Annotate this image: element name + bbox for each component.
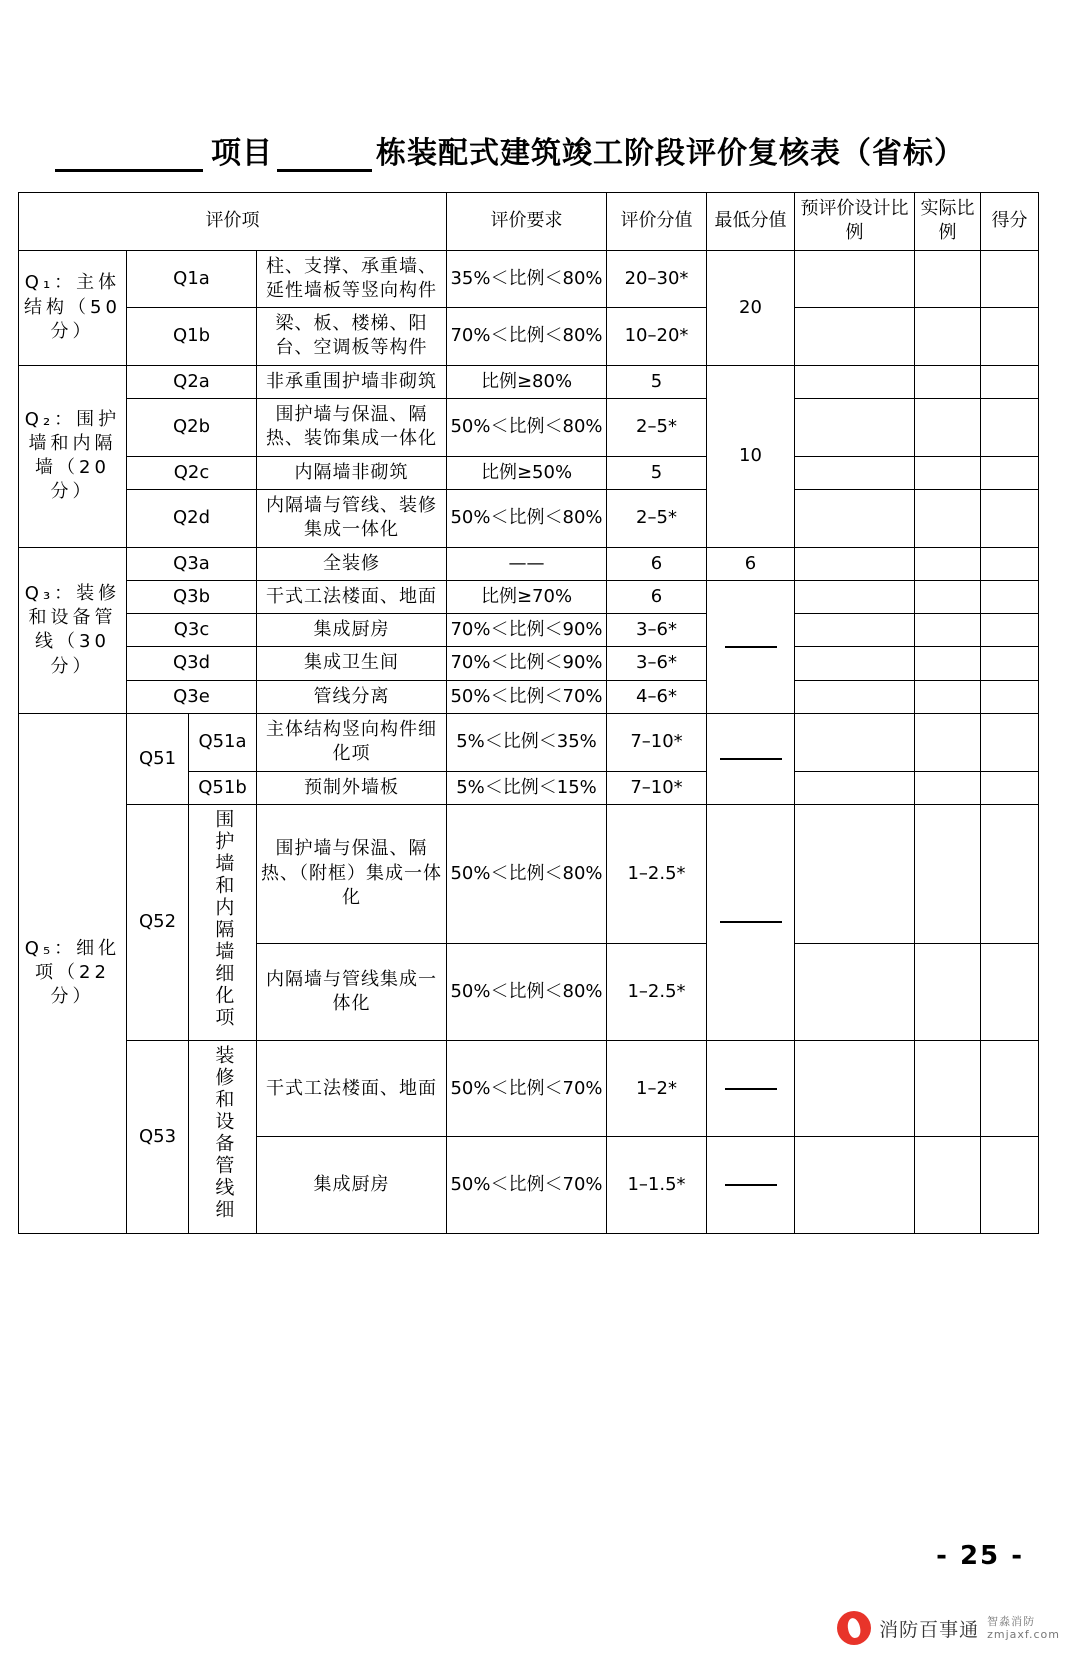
min-q2: 10	[707, 365, 795, 547]
actual-ratio-cell[interactable]	[915, 943, 981, 1041]
page-title	[55, 128, 1035, 172]
item-q53b: 集成厨房	[257, 1137, 447, 1233]
val-q51b: 7–10*	[607, 771, 707, 804]
code-q1b: Q1b	[127, 308, 257, 366]
score-cell[interactable]	[981, 804, 1039, 943]
req-q3b: 比例≥70%	[447, 580, 607, 613]
actual-ratio-cell[interactable]	[915, 580, 981, 613]
actual-ratio-cell[interactable]	[915, 1137, 981, 1233]
req-q3a: ——	[447, 547, 607, 580]
req-q53a: 50%＜比例＜70%	[447, 1041, 607, 1137]
code-q52: Q52	[127, 804, 189, 1040]
table-row	[19, 547, 1039, 580]
title-label-project: 项目	[211, 136, 273, 171]
item-q53a: 干式工法楼面、地面	[257, 1041, 447, 1137]
code-q51b: Q51b	[189, 771, 257, 804]
actual-ratio-cell[interactable]	[915, 250, 981, 308]
score-cell[interactable]	[981, 647, 1039, 680]
actual-ratio-cell[interactable]	[915, 547, 981, 580]
req-q2a: 比例≥80%	[447, 365, 607, 398]
item-q2a: 非承重围护墙非砌筑	[257, 365, 447, 398]
min-q52	[707, 804, 795, 1040]
category-q3: Q₃：装修和设备管线（30分）	[19, 547, 127, 713]
score-cell[interactable]	[981, 943, 1039, 1041]
min-q3-rest	[707, 580, 795, 713]
category-q2: Q₂：围护墙和内隔墙（20分）	[19, 365, 127, 547]
pre-ratio-cell[interactable]	[795, 804, 915, 943]
watermark-sub-line2: zmjaxf.com	[987, 1628, 1060, 1641]
page-number: - 25 -	[936, 1541, 1024, 1571]
evaluation-table	[18, 192, 1039, 1234]
pre-ratio-cell[interactable]	[795, 580, 915, 613]
req-q3e: 50%＜比例＜70%	[447, 680, 607, 713]
score-cell[interactable]	[981, 1041, 1039, 1137]
score-cell[interactable]	[981, 399, 1039, 457]
req-q52a: 50%＜比例＜80%	[447, 804, 607, 943]
val-q3c: 3–6*	[607, 614, 707, 647]
title-label-main: 栋装配式建筑竣工阶段评价复核表（省标）	[376, 136, 965, 171]
code-q3e: Q3e	[127, 680, 257, 713]
table-row	[19, 1041, 1039, 1137]
category-q1: Q₁：主体结构（50分）	[19, 250, 127, 365]
label-q53	[189, 1041, 257, 1233]
item-q3a: 全装修	[257, 547, 447, 580]
label-q53-text: 装修和设备管线细	[212, 1045, 235, 1222]
table-row	[19, 614, 1039, 647]
req-q1a: 35%＜比例＜80%	[447, 250, 607, 308]
req-q3c: 70%＜比例＜90%	[447, 614, 607, 647]
val-q1a: 20–30*	[607, 250, 707, 308]
val-q3b: 6	[607, 580, 707, 613]
val-q3d: 3–6*	[607, 647, 707, 680]
table-row	[19, 456, 1039, 489]
pre-ratio-cell[interactable]	[795, 680, 915, 713]
header-min-value: 最低分值	[707, 193, 795, 251]
code-q1a: Q1a	[127, 250, 257, 308]
header-actual-ratio: 实际比例	[915, 193, 981, 251]
val-q53a: 1–2*	[607, 1041, 707, 1137]
pre-ratio-cell[interactable]	[795, 456, 915, 489]
label-q52	[189, 804, 257, 1040]
actual-ratio-cell[interactable]	[915, 647, 981, 680]
code-q3c: Q3c	[127, 614, 257, 647]
req-q51a: 5%＜比例＜35%	[447, 714, 607, 772]
pre-ratio-cell[interactable]	[795, 365, 915, 398]
pre-ratio-cell[interactable]	[795, 771, 915, 804]
min-q3a: 6	[707, 547, 795, 580]
actual-ratio-cell[interactable]	[915, 456, 981, 489]
score-cell[interactable]	[981, 680, 1039, 713]
item-q3e: 管线分离	[257, 680, 447, 713]
score-cell[interactable]	[981, 580, 1039, 613]
header-pre-ratio: 预评价设计比例	[795, 193, 915, 251]
project-name-blank	[55, 143, 203, 172]
score-cell[interactable]	[981, 456, 1039, 489]
val-q52a: 1–2.5*	[607, 804, 707, 943]
table-row	[19, 804, 1039, 943]
item-q51b: 预制外墙板	[257, 771, 447, 804]
code-q3a: Q3a	[127, 547, 257, 580]
pre-ratio-cell[interactable]	[795, 1041, 915, 1137]
code-q51a: Q51a	[189, 714, 257, 772]
code-q2a: Q2a	[127, 365, 257, 398]
watermark-sub-line1: 智淼消防	[987, 1614, 1036, 1628]
actual-ratio-cell[interactable]	[915, 489, 981, 547]
val-q1b: 10–20*	[607, 308, 707, 366]
actual-ratio-cell[interactable]	[915, 365, 981, 398]
building-number-blank	[277, 143, 372, 172]
header-score: 得分	[981, 193, 1039, 251]
table-row	[19, 489, 1039, 547]
item-q3b: 干式工法楼面、地面	[257, 580, 447, 613]
min-q51	[707, 714, 795, 805]
score-cell[interactable]	[981, 250, 1039, 308]
min-q53a	[707, 1041, 795, 1137]
category-q5: Q₅：细化项（22分）	[19, 714, 127, 1233]
header-requirement: 评价要求	[447, 193, 607, 251]
score-cell[interactable]	[981, 771, 1039, 804]
watermark	[837, 1611, 1060, 1645]
label-q52-text: 围护墙和内隔墙细化项	[212, 808, 235, 1029]
val-q53b: 1–1.5*	[607, 1137, 707, 1233]
code-q2d: Q2d	[127, 489, 257, 547]
pre-ratio-cell[interactable]	[795, 714, 915, 772]
code-q2b: Q2b	[127, 399, 257, 457]
item-q2c: 内隔墙非砌筑	[257, 456, 447, 489]
actual-ratio-cell[interactable]	[915, 399, 981, 457]
val-q51a: 7–10*	[607, 714, 707, 772]
score-cell[interactable]	[981, 614, 1039, 647]
table-row	[19, 714, 1039, 772]
code-q3b: Q3b	[127, 580, 257, 613]
score-cell[interactable]	[981, 489, 1039, 547]
score-cell[interactable]	[981, 1137, 1039, 1233]
val-q2b: 2–5*	[607, 399, 707, 457]
val-q3a: 6	[607, 547, 707, 580]
req-q52b: 50%＜比例＜80%	[447, 943, 607, 1041]
table-row	[19, 308, 1039, 366]
watermark-sub	[987, 1615, 1060, 1641]
flame-icon	[837, 1611, 871, 1645]
pre-ratio-cell[interactable]	[795, 943, 915, 1041]
table-header-row	[19, 193, 1039, 251]
code-q51: Q51	[127, 714, 189, 805]
req-q2c: 比例≥50%	[447, 456, 607, 489]
item-q3c: 集成厨房	[257, 614, 447, 647]
item-q3d: 集成卫生间	[257, 647, 447, 680]
table-row	[19, 580, 1039, 613]
item-q52a: 围护墙与保温、隔热、（附框）集成一体化	[257, 804, 447, 943]
req-q1b: 70%＜比例＜80%	[447, 308, 607, 366]
item-q1a: 柱、支撑、承重墙、延性墙板等竖向构件	[257, 250, 447, 308]
item-q51a: 主体结构竖向构件细化项	[257, 714, 447, 772]
min-q1: 20	[707, 250, 795, 365]
score-cell[interactable]	[981, 365, 1039, 398]
actual-ratio-cell[interactable]	[915, 1041, 981, 1137]
req-q51b: 5%＜比例＜15%	[447, 771, 607, 804]
code-q2c: Q2c	[127, 456, 257, 489]
header-score-value: 评价分值	[607, 193, 707, 251]
header-item: 评价项	[19, 193, 447, 251]
table-row	[19, 399, 1039, 457]
table-row	[19, 250, 1039, 308]
actual-ratio-cell[interactable]	[915, 771, 981, 804]
item-q1b: 梁、板、楼梯、阳台、空调板等构件	[257, 308, 447, 366]
actual-ratio-cell[interactable]	[915, 804, 981, 943]
val-q2c: 5	[607, 456, 707, 489]
item-q2b: 围护墙与保温、隔热、装饰集成一体化	[257, 399, 447, 457]
pre-ratio-cell[interactable]	[795, 647, 915, 680]
pre-ratio-cell[interactable]	[795, 614, 915, 647]
code-q3d: Q3d	[127, 647, 257, 680]
req-q2b: 50%＜比例＜80%	[447, 399, 607, 457]
req-q2d: 50%＜比例＜80%	[447, 489, 607, 547]
pre-ratio-cell[interactable]	[795, 1137, 915, 1233]
min-q53b	[707, 1137, 795, 1233]
item-q52b: 内隔墙与管线集成一体化	[257, 943, 447, 1041]
pre-ratio-cell[interactable]	[795, 547, 915, 580]
val-q2a: 5	[607, 365, 707, 398]
score-cell[interactable]	[981, 308, 1039, 366]
actual-ratio-cell[interactable]	[915, 614, 981, 647]
val-q2d: 2–5*	[607, 489, 707, 547]
actual-ratio-cell[interactable]	[915, 680, 981, 713]
req-q53b: 50%＜比例＜70%	[447, 1137, 607, 1233]
pre-ratio-cell[interactable]	[795, 489, 915, 547]
table-row	[19, 365, 1039, 398]
req-q3d: 70%＜比例＜90%	[447, 647, 607, 680]
val-q3e: 4–6*	[607, 680, 707, 713]
item-q2d: 内隔墙与管线、装修集成一体化	[257, 489, 447, 547]
val-q52b: 1–2.5*	[607, 943, 707, 1041]
pre-ratio-cell[interactable]	[795, 399, 915, 457]
code-q53: Q53	[127, 1041, 189, 1233]
pre-ratio-cell[interactable]	[795, 308, 915, 366]
watermark-title: 消防百事通	[879, 1618, 980, 1641]
actual-ratio-cell[interactable]	[915, 308, 981, 366]
score-cell[interactable]	[981, 547, 1039, 580]
actual-ratio-cell[interactable]	[915, 714, 981, 772]
score-cell[interactable]	[981, 714, 1039, 772]
table-row	[19, 680, 1039, 713]
table-row	[19, 647, 1039, 680]
pre-ratio-cell[interactable]	[795, 250, 915, 308]
